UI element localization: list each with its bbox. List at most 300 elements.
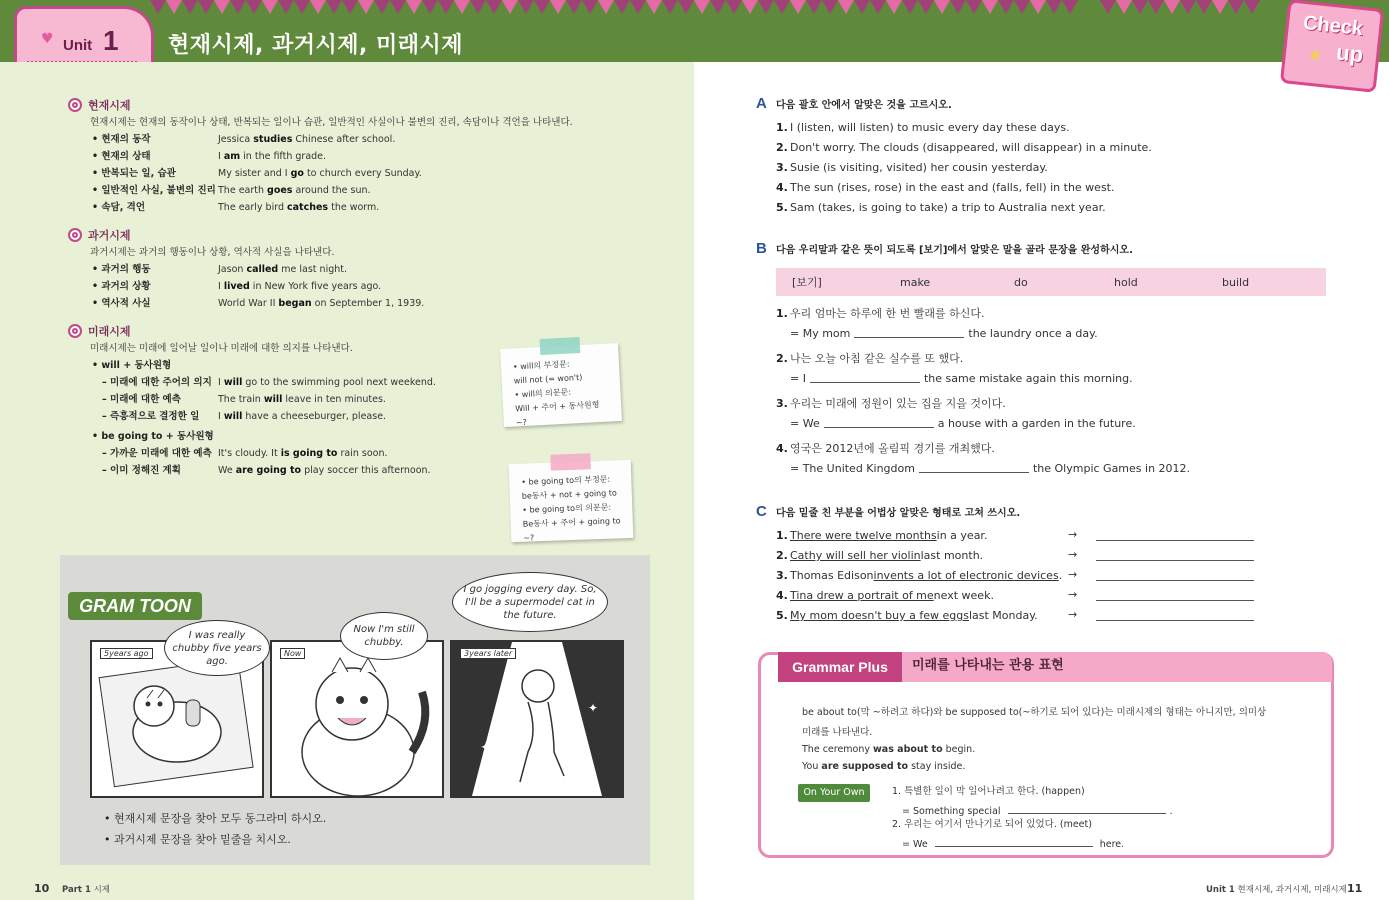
past-tense-section <box>68 226 424 312</box>
exercise-letter: B <box>756 239 767 257</box>
triangle-decoration <box>630 0 646 14</box>
triangle-decoration <box>998 0 1014 14</box>
spiral-icon <box>68 324 82 338</box>
example-text: You <box>802 761 822 772</box>
going-to-heading: • be going to + 동사원형 <box>92 431 214 442</box>
triangle-decoration <box>678 0 694 14</box>
tape-decoration <box>540 337 581 355</box>
question-number: 4. <box>776 181 788 194</box>
answer-prefix: = We <box>902 839 928 850</box>
triangle-decoration <box>198 0 214 14</box>
example-label: • 현재의 상태 <box>92 151 151 162</box>
question-item <box>776 138 1152 158</box>
question-item <box>756 349 1190 394</box>
korean-prompt-row <box>776 304 1190 324</box>
footer-topic: 시제 <box>93 885 111 895</box>
header-triangle-garland-right <box>1100 0 1260 16</box>
arrow-icon: → <box>1068 568 1078 581</box>
example-sentence <box>218 131 395 148</box>
note-line: • be going to의 부정문: <box>521 474 611 487</box>
sentence-text: Jessica <box>218 134 254 145</box>
own-question-1: 1. 특별한 일이 막 일어나려고 한다. (happen) <box>892 786 1085 797</box>
sentence-text: in the fifth grade. <box>240 151 327 162</box>
sentence-text: Jason <box>218 264 247 275</box>
own-answer-2 <box>902 833 1124 850</box>
svg-text:✦: ✦ <box>588 701 599 715</box>
question-item <box>776 118 1152 138</box>
sentence-text: in New York five years ago. <box>249 281 382 292</box>
word-box-word: hold <box>1114 275 1138 289</box>
triangle-decoration <box>966 0 982 14</box>
triangle-decoration <box>1046 0 1062 14</box>
example-row <box>68 462 436 479</box>
comic-panel-3 <box>450 640 624 798</box>
sentence-text: I <box>218 281 224 292</box>
triangle-decoration <box>1132 0 1148 14</box>
triangle-decoration <box>310 0 326 14</box>
section-title: 현재시제 <box>88 99 131 112</box>
arrow-icon: → <box>1068 548 1078 561</box>
triangle-decoration <box>214 0 230 14</box>
note-line: • be going to의 의문문: <box>522 502 612 515</box>
future-tense-section <box>68 322 436 479</box>
sentence-text: I <box>218 411 224 422</box>
triangle-decoration <box>534 0 550 14</box>
triangle-decoration <box>1030 0 1046 14</box>
triangle-decoration <box>182 0 198 14</box>
answer-prefix: = The United Kingdom <box>790 462 915 475</box>
answer-blank[interactable] <box>854 324 964 338</box>
exercise-letter: C <box>756 502 767 520</box>
spiral-icon <box>68 98 82 112</box>
triangle-decoration <box>262 0 278 14</box>
triangle-decoration <box>566 0 582 14</box>
answer-line[interactable] <box>1096 540 1254 541</box>
question-number: 3. <box>776 569 788 582</box>
speech-bubble-2: Now I'm still chubby. <box>340 612 428 660</box>
tape-decoration <box>550 453 591 470</box>
check-up-line2: up <box>1335 39 1365 68</box>
question-number: 3. <box>776 397 788 410</box>
word-box-word: make <box>900 275 931 289</box>
answer-row <box>790 414 1190 434</box>
triangle-decoration <box>646 0 662 14</box>
answer-blank[interactable] <box>810 369 920 383</box>
sentence-verb: goes <box>267 185 293 196</box>
question-item <box>776 198 1152 218</box>
example-sentence <box>218 462 431 479</box>
grammar-plus-explanation: be about to(막 ~하려고 하다)와 be supposed to(~하기로 되어 있다)는 미래시제의 형태는 아니지만, 의미상 <box>802 707 1267 718</box>
korean-prompt: 우리 엄마는 하루에 한 번 빨래를 하신다. <box>790 307 985 320</box>
sentence-verb: catches <box>287 202 329 213</box>
answer-blank[interactable] <box>1008 800 1166 814</box>
example-row <box>68 148 573 165</box>
example-row <box>68 408 436 425</box>
exercise-instruction: 다음 밑줄 친 부분을 어법상 알맞은 형태로 고쳐 쓰시오. <box>776 507 1021 519</box>
example-sentence <box>218 408 386 425</box>
check-up-badge <box>1280 0 1384 93</box>
sentence-text: leave in ten minutes. <box>282 394 386 405</box>
unit-number: 1 <box>103 25 119 56</box>
triangle-decoration <box>822 0 838 14</box>
answer-blank[interactable] <box>935 833 1093 847</box>
triangle-decoration <box>710 0 726 14</box>
sentence-text: to church every Sunday. <box>303 168 422 179</box>
note-line: will not (= won't) <box>513 372 583 386</box>
page-number-right: 11 <box>1347 882 1363 895</box>
triangle-decoration <box>1244 0 1260 14</box>
answer-line[interactable] <box>1096 580 1254 581</box>
question-number: 2. <box>776 141 788 154</box>
question-number: 1. <box>776 529 788 542</box>
answer-line[interactable] <box>1096 600 1254 601</box>
slim-cat-runway-illustration <box>452 642 622 796</box>
answer-suffix: here. <box>1099 839 1125 850</box>
toon-question-1: • 현재시제 문장을 찾아 모두 동그라미 하시오. <box>104 812 327 825</box>
sentence-text: have a cheeseburger, please. <box>242 411 387 422</box>
sentence-verb: studies <box>253 134 293 145</box>
sentence-verb: are going to <box>235 465 302 476</box>
example-label: • 일반적인 사실, 불변의 진리 <box>92 185 216 196</box>
answer-prefix: = I <box>790 372 806 385</box>
example-text: begin. <box>942 744 976 755</box>
underlined-phrase: My mom doesn't buy a few eggs <box>790 609 969 622</box>
answer-suffix: . <box>1169 806 1173 817</box>
answer-row <box>790 324 1190 344</box>
exercise-instruction: 다음 우리말과 같은 뜻이 되도록 [보기]에서 알맞은 말을 골라 문장을 완성하시오. <box>776 244 1133 256</box>
triangle-decoration <box>726 0 742 14</box>
triangle-decoration <box>662 0 678 14</box>
example-label: – 미래에 대한 예측 <box>102 394 181 405</box>
sentence-text: I <box>218 151 224 162</box>
arrow-icon: → <box>1068 528 1078 541</box>
triangle-decoration <box>758 0 774 14</box>
example-sentence <box>218 182 371 199</box>
exercise-instruction: 다음 괄호 안에서 알맞은 것을 고르시오. <box>776 99 952 111</box>
question-text: next week. <box>933 589 994 602</box>
footer-title: 현재시제, 과거시제, 미래시제 <box>1237 885 1347 895</box>
example-sentence <box>218 391 386 408</box>
triangle-decoration <box>550 0 566 14</box>
speech-bubble-3: I go jogging every day. So, I'll be a supermodel cat in the future. <box>452 572 608 632</box>
example-label: • 과거의 행동 <box>92 264 151 275</box>
answer-suffix: the laundry once a day. <box>968 327 1098 340</box>
exercise-b-items <box>756 304 1190 484</box>
triangle-decoration <box>1014 0 1030 14</box>
sentence-verb: will <box>263 394 283 405</box>
triangle-decoration <box>1062 0 1078 14</box>
question-number: 5. <box>776 201 788 214</box>
triangle-decoration <box>486 0 502 14</box>
underlined-phrase: Tina drew a portrait of me <box>790 589 934 602</box>
triangle-decoration <box>982 0 998 14</box>
sentence-text: I <box>218 377 224 388</box>
question-text: Susie (is visiting, visited) her cousin yesterday. <box>790 161 1048 174</box>
triangle-decoration <box>854 0 870 14</box>
sentence-verb: will <box>223 377 243 388</box>
korean-prompt: 우리는 미래에 정원이 있는 집을 지을 것이다. <box>790 397 1006 410</box>
section-description: 미래시제는 미래에 일어날 일이나 미래에 대한 의지를 나타낸다. <box>90 343 353 354</box>
sentence-text: on September 1, 1939. <box>311 298 425 309</box>
triangle-decoration <box>358 0 374 14</box>
question-text: last month. <box>920 549 984 562</box>
unit-label: Unit <box>63 37 93 54</box>
korean-prompt: 영국은 2012년에 올림픽 경기를 개최했다. <box>790 442 995 455</box>
question-text: last Monday. <box>968 609 1038 622</box>
panel-time-tag: 5years ago <box>100 648 153 659</box>
speech-bubble-1: I was really chubby five years ago. <box>164 620 270 676</box>
own-answer-1 <box>902 800 1173 817</box>
gram-toon-badge: GRAM TOON <box>68 592 202 620</box>
triangle-decoration <box>774 0 790 14</box>
section-description: 현재시제는 현재의 동작이나 상태, 반복되는 일이나 습관, 일반적인 사실이나 불변의 진리, 속담이나 격언을 나타낸다. <box>90 117 573 128</box>
sticky-note-will <box>500 343 622 427</box>
note-line: • will의 부정문: <box>512 359 570 372</box>
sentence-text: We <box>218 465 236 476</box>
word-box-word: do <box>1014 275 1028 289</box>
korean-prompt: 나는 오늘 아침 같은 실수를 또 했다. <box>790 352 964 365</box>
example-text: The ceremony <box>802 744 874 755</box>
triangle-decoration <box>886 0 902 14</box>
spiral-icon <box>68 228 82 242</box>
question-text: Thomas Edison <box>790 569 874 582</box>
answer-suffix: the Olympic Games in 2012. <box>1032 462 1191 475</box>
word-box-word: build <box>1222 275 1250 289</box>
sentence-text: play soccer this afternoon. <box>301 465 431 476</box>
sentence-verb: am <box>223 151 241 162</box>
korean-prompt-row <box>776 394 1190 414</box>
section-description: 과거시제는 과거의 행동이나 상황, 역사적 사실을 나타낸다. <box>90 247 335 258</box>
example-label: – 가까운 미래에 대한 예측 <box>102 448 212 459</box>
chubby-cat-standing-illustration <box>272 642 442 796</box>
triangle-decoration <box>230 0 246 14</box>
underlined-phrase: There were twelve months <box>790 529 937 542</box>
answer-line[interactable] <box>1096 560 1254 561</box>
exercise-a <box>756 94 1152 218</box>
example-label: • 과거의 상황 <box>92 281 151 292</box>
answer-suffix: the same mistake again this morning. <box>923 372 1133 385</box>
question-item <box>776 158 1152 178</box>
triangle-decoration <box>1180 0 1196 14</box>
triangle-decoration <box>342 0 358 14</box>
panel-time-tag: 3years later <box>460 648 516 659</box>
sticky-note-going-to <box>509 460 634 542</box>
triangle-decoration <box>582 0 598 14</box>
section-title: 미래시제 <box>88 325 131 338</box>
section-title: 과거시제 <box>88 229 131 242</box>
question-text: in a year. <box>936 529 988 542</box>
triangle-decoration <box>598 0 614 14</box>
example-label: • 현재의 동작 <box>92 134 151 145</box>
sentence-text: around the sun. <box>292 185 371 196</box>
triangle-decoration <box>390 0 406 14</box>
grammar-plus-explanation-cont: 미래를 나타낸다. <box>802 727 873 738</box>
sentence-text: The train <box>218 394 264 405</box>
sentence-verb: lived <box>223 281 250 292</box>
question-item <box>776 546 1062 566</box>
question-text: I (listen, will listen) to music every day these days. <box>790 121 1070 134</box>
triangle-decoration <box>374 0 390 14</box>
answer-row <box>790 369 1190 389</box>
example-row <box>68 278 424 295</box>
note-line: Will + 주어 + 동사원형 ~? <box>514 400 600 428</box>
example-label: – 즉흥적으로 결정한 일 <box>102 411 200 422</box>
sentence-text: me last night. <box>278 264 347 275</box>
example-row <box>68 182 573 199</box>
sentence-text: World War II <box>218 298 279 309</box>
question-number: 2. <box>776 352 788 365</box>
question-item <box>776 566 1062 586</box>
underlined-phrase: invents a lot of electronic devices <box>873 569 1059 582</box>
triangle-decoration <box>934 0 950 14</box>
example-label: – 미래에 대한 주어의 의지 <box>102 377 212 388</box>
exercise-b <box>756 239 1133 257</box>
footer-right <box>1206 883 1347 895</box>
page-number-left: 10 <box>34 882 50 895</box>
grammar-plus-tab: Grammar Plus <box>778 652 902 682</box>
triangle-decoration <box>806 0 822 14</box>
triangle-decoration <box>950 0 966 14</box>
korean-prompt-row <box>776 349 1190 369</box>
sentence-text: The earth <box>218 185 268 196</box>
example-sentence <box>218 295 424 312</box>
answer-blank[interactable] <box>824 414 934 428</box>
sentence-verb: go <box>290 168 304 179</box>
example-sentence <box>218 374 436 391</box>
sentence-text: Chinese after school. <box>292 134 396 145</box>
example-row <box>68 391 436 408</box>
question-number: 1. <box>776 121 788 134</box>
underlined-phrase: Cathy will sell her violin <box>790 549 921 562</box>
triangle-decoration <box>1212 0 1228 14</box>
grammar-plus-example-2 <box>802 761 965 772</box>
note-line: be동사 + not + going to <box>521 488 617 501</box>
example-label: • 속담, 격언 <box>92 202 146 213</box>
example-sentence <box>218 165 422 182</box>
example-row <box>68 131 573 148</box>
example-label: • 반복되는 일, 습관 <box>92 168 176 179</box>
example-row <box>68 199 573 216</box>
svg-text:✦: ✦ <box>480 740 492 756</box>
present-tense-section <box>68 96 573 216</box>
triangle-decoration <box>246 0 262 14</box>
triangle-decoration <box>694 0 710 14</box>
example-row <box>68 374 436 391</box>
sentence-verb: is going to <box>280 448 338 459</box>
comic-panel-2 <box>270 640 444 798</box>
triangle-decoration <box>422 0 438 14</box>
question-number: 4. <box>776 589 788 602</box>
triangle-decoration <box>1100 0 1116 14</box>
example-text: stay inside. <box>908 761 966 772</box>
triangle-decoration <box>502 0 518 14</box>
sentence-text: My sister and I <box>218 168 291 179</box>
grammar-plus-title: 미래를 나타내는 관용 표현 <box>902 652 1332 682</box>
answer-blank[interactable] <box>919 459 1029 473</box>
answer-prefix: = We <box>790 417 820 430</box>
question-item <box>756 304 1190 349</box>
question-item <box>776 586 1062 606</box>
note-line: Be동사 + 주어 + going to ~? <box>522 516 621 543</box>
triangle-decoration <box>326 0 342 14</box>
triangle-decoration <box>838 0 854 14</box>
question-text: . <box>1058 569 1063 582</box>
footer-part: Part 1 <box>62 885 91 895</box>
sentence-verb: called <box>246 264 279 275</box>
example-label: – 이미 정해진 계획 <box>102 465 181 476</box>
triangle-decoration <box>470 0 486 14</box>
triangle-decoration <box>1116 0 1132 14</box>
question-text: The sun (rises, rose) in the east and (falls, fell) in the west. <box>790 181 1115 194</box>
footer-unit: Unit 1 <box>1206 885 1235 895</box>
triangle-decoration <box>902 0 918 14</box>
example-row <box>68 165 573 182</box>
sentence-text: The early bird <box>218 202 288 213</box>
example-sentence <box>218 445 387 462</box>
example-label: • 역사적 사실 <box>92 298 151 309</box>
question-number: 4. <box>776 442 788 455</box>
example-row <box>68 445 436 462</box>
sentence-verb: began <box>278 298 312 309</box>
answer-row <box>790 459 1190 479</box>
example-sentence <box>218 278 381 295</box>
triangle-decoration <box>1148 0 1164 14</box>
question-number: 3. <box>776 161 788 174</box>
arrow-icon: → <box>1068 588 1078 601</box>
triangle-decoration <box>454 0 470 14</box>
example-bold: are supposed to <box>821 761 909 772</box>
example-row <box>68 295 424 312</box>
example-sentence <box>218 199 379 216</box>
triangle-decoration <box>150 0 166 14</box>
question-item <box>776 178 1152 198</box>
question-item <box>756 439 1190 484</box>
answer-prefix: = My mom <box>790 327 851 340</box>
note-line: • will의 의문문: <box>514 387 572 400</box>
question-item <box>756 394 1190 439</box>
exercise-letter: A <box>756 94 767 112</box>
triangle-decoration <box>870 0 886 14</box>
grammar-plus-example-1 <box>802 744 975 755</box>
toon-question-2: • 과거시제 문장을 찾아 밑줄을 치시오. <box>104 833 291 846</box>
triangle-decoration <box>614 0 630 14</box>
question-item <box>776 526 1062 546</box>
triangle-decoration <box>1196 0 1212 14</box>
will-heading: • will + 동사원형 <box>92 360 172 371</box>
word-box <box>776 268 1326 296</box>
question-text: Sam (takes, is going to take) a trip to Australia next year. <box>790 201 1106 214</box>
answer-prefix: = Something special <box>902 806 1001 817</box>
answer-line[interactable] <box>1096 620 1254 621</box>
exercise-c <box>756 502 1062 626</box>
page-title: 현재시제, 과거시제, 미래시제 <box>168 33 464 58</box>
triangle-decoration <box>166 0 182 14</box>
triangle-decoration <box>918 0 934 14</box>
triangle-decoration <box>278 0 294 14</box>
sentence-verb: will <box>223 411 243 422</box>
panel-time-tag: Now <box>280 648 305 659</box>
star-icon: ★ <box>1307 44 1324 65</box>
on-your-own-badge: On Your Own <box>798 784 870 802</box>
example-row <box>68 261 424 278</box>
sentence-text: rain soon. <box>337 448 388 459</box>
triangle-decoration <box>742 0 758 14</box>
header-triangle-garland <box>150 0 1078 16</box>
triangle-decoration <box>790 0 806 14</box>
example-sentence <box>218 261 347 278</box>
sentence-text: go to the swimming pool next weekend. <box>242 377 436 388</box>
word-box-label: [보기] <box>792 276 822 289</box>
